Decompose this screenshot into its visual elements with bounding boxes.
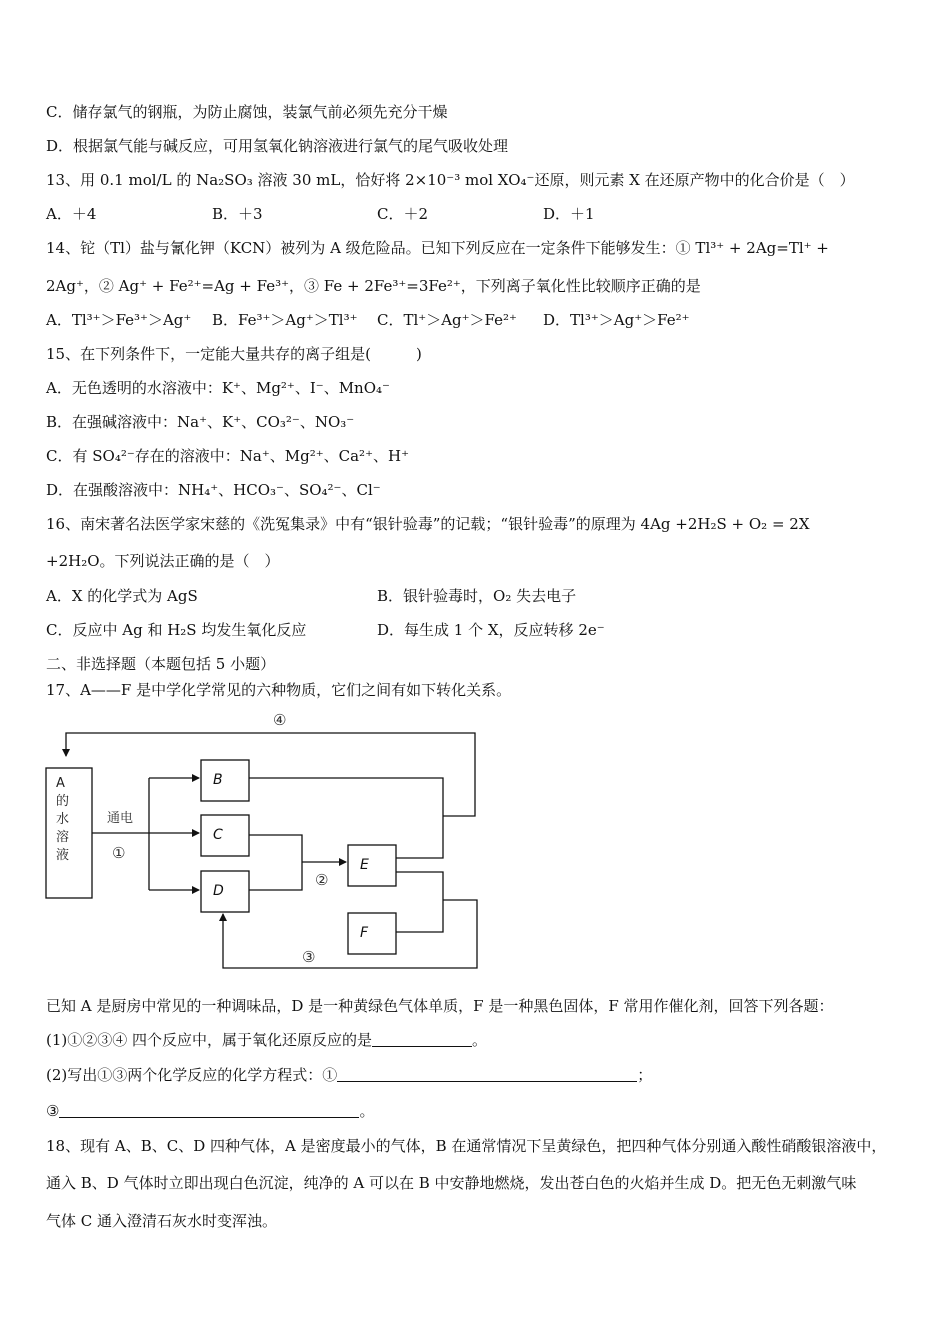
q15-stem: 15、在下列条件下，一定能大量共存的离子组是( ) <box>46 345 422 363</box>
arrow-reaction-3 <box>223 900 477 968</box>
label-d: D <box>213 883 224 899</box>
section-2-heading: 二、非选择题（本题包括 5 小题） <box>46 655 276 673</box>
q15-option-d: D．在强酸溶液中：NH₄⁺、HCO₃⁻、SO₄²⁻、Cl⁻ <box>46 481 381 499</box>
bracket-c-d <box>249 835 302 890</box>
q18-line-2: 通入 B、D 气体时立即出现白色沉淀，纯净的 A 可以在 B 中安静地燃烧，发出苍白色的火焰并生成 D。把无色无刺激气味 <box>46 1174 857 1192</box>
label-reaction-1: ① <box>112 844 126 862</box>
label-a-solution: A的水溶液 <box>56 776 70 863</box>
box-c <box>201 815 249 856</box>
q17-part-2 <box>46 1065 652 1085</box>
q16-option-c: C．反应中 Ag 和 H₂S 均发生氧化反应 <box>46 621 307 639</box>
q17-part-1-answer-blank[interactable] <box>372 1032 472 1047</box>
q17-part-2-suffix: ； <box>637 1066 653 1084</box>
q16-option-a: A．X 的化学式为 AgS <box>46 587 198 605</box>
q17-part-1-suffix: 。 <box>472 1031 488 1049</box>
arrow-reaction-4 <box>66 733 475 816</box>
q18-line-1: 18、现有 A、B、C、D 四种气体，A 是密度最小的气体，B 在通常情况下呈黄绿色，把四种气体分别通入酸性硝酸银溶液中， <box>46 1137 887 1155</box>
q18-line-3: 气体 C 通入澄清石灰水时变浑浊。 <box>46 1212 278 1230</box>
q13-option-b: B．＋3 <box>212 205 263 223</box>
label-c: C <box>213 827 223 843</box>
q15-option-c: C．有 SO₄²⁻存在的溶液中：Na⁺、Mg²⁺、Ca²⁺、H⁺ <box>46 447 409 465</box>
label-b: B <box>213 772 223 788</box>
bracket-e-f <box>396 872 443 932</box>
q14-stem-line2: 2Ag⁺，② Ag⁺ + Fe²⁺=Ag + Fe³⁺，③ Fe + 2Fe³⁺=3Fe²⁺，下列离子氧化性比较顺序正确的是 <box>46 277 701 295</box>
label-electrolysis: 通电 <box>107 811 134 826</box>
q14-stem-line1: 14、铊（Tl）盐与氰化钾（KCN）被列为 A 级危险品。已知下列反应在一定条件下能够发生：① Tl³⁺ + 2Ag=Tl⁺ + <box>46 239 829 257</box>
label-reaction-4: ④ <box>273 711 287 729</box>
q15-option-b: B．在强碱溶液中：Na⁺、K⁺、CO₃²⁻、NO₃⁻ <box>46 413 355 431</box>
q13-option-c: C．＋2 <box>377 205 429 223</box>
q12-option-d: D．根据氯气能与碱反应，可用氢氧化钠溶液进行氯气的尾气吸收处理 <box>46 137 509 155</box>
q17-equation-3-label: ③ <box>46 1102 60 1120</box>
bracket-b-e <box>249 778 443 858</box>
label-reaction-2: ② <box>315 871 329 889</box>
q17-part-2-text: (2)写出①③两个化学反应的化学方程式：① <box>46 1066 338 1084</box>
label-f: F <box>360 925 369 941</box>
label-e: E <box>360 857 369 873</box>
label-reaction-3: ③ <box>302 948 316 966</box>
q14-option-b: B．Fe³⁺＞Ag⁺＞Tl³⁺ <box>212 311 358 329</box>
q17-part-3 <box>46 1101 374 1121</box>
q16-option-d: D．每生成 1 个 X，反应转移 2e⁻ <box>377 621 605 639</box>
box-e <box>348 845 396 886</box>
q12-option-c: C．储存氯气的钢瓶，为防止腐蚀，装氯气前必须先充分干燥 <box>46 103 448 121</box>
q13-option-d: D．＋1 <box>543 205 595 223</box>
q17-part-1-text: (1)①②③④ 四个反应中，属于氧化还原反应的是 <box>46 1031 373 1049</box>
q17-stem: 17、A——F 是中学化学常见的六种物质，它们之间有如下转化关系。 <box>46 681 512 699</box>
q14-option-a: A．Tl³⁺＞Fe³⁺＞Ag⁺ <box>46 311 192 329</box>
q17-known-conditions: 已知 A 是厨房中常见的一种调味品，D 是一种黄绿色气体单质，F 是一种黑色固体，F 常用作催化剂，回答下列各题： <box>46 997 834 1015</box>
q17-part-3-suffix: 。 <box>359 1102 375 1120</box>
box-b <box>201 760 249 801</box>
q17-equation-3-blank[interactable] <box>59 1103 359 1118</box>
box-d <box>201 871 249 912</box>
q15-option-a: A．无色透明的水溶液中：K⁺、Mg²⁺、I⁻、MnO₄⁻ <box>46 379 390 397</box>
q13-option-a: A．＋4 <box>46 205 97 223</box>
q17-equation-1-blank[interactable] <box>337 1067 637 1082</box>
box-f <box>348 913 396 954</box>
q16-option-b: B．银针验毒时，O₂ 失去电子 <box>377 587 577 605</box>
q16-stem-line2: +2H₂O。下列说法正确的是（ ） <box>46 552 280 570</box>
q14-option-d: D．Tl³⁺＞Ag⁺＞Fe²⁺ <box>543 311 690 329</box>
q13-stem: 13、用 0.1 mol/L 的 Na₂SO₃ 溶液 30 mL，恰好将 2×10⁻³ mol XO₄⁻还原，则元素 X 在还原产物中的化合价是（ ） <box>46 171 855 189</box>
q17-part-1 <box>46 1030 487 1050</box>
q14-option-c: C．Tl⁺＞Ag⁺＞Fe²⁺ <box>377 311 517 329</box>
q16-stem-line1: 16、南宋著名法医学家宋慈的《洗冤集录》中有“银针验毒”的记载；“银针验毒”的原理为 4Ag +2H₂S + O₂ = 2X <box>46 515 810 533</box>
